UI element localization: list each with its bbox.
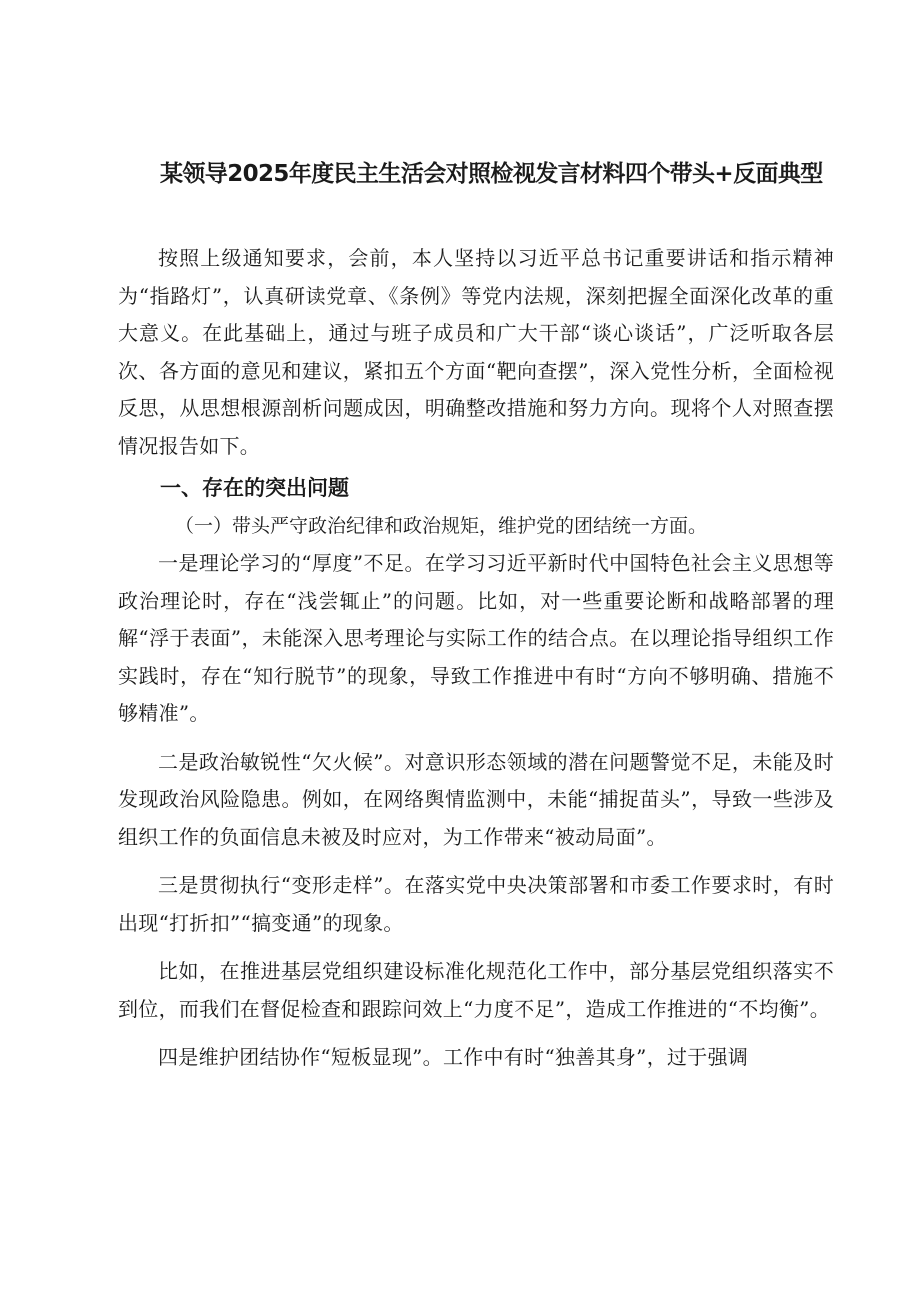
paragraph-3: 三是贯彻执行“变形走样”。在落实党中央决策部署和市委工作要求时，有时出现“打折扣”“搞变通”的现象。 bbox=[118, 873, 834, 935]
subsection-heading: （一）带头严守政治纪律和政治规矩，维护党的团结统一方面。 bbox=[175, 515, 708, 537]
section-heading: 一、存在的突出问题 bbox=[160, 476, 349, 500]
document-title: 某领导2025年度民主生活会对照检视发言材料四个带头+反面典型 bbox=[160, 161, 823, 187]
paragraph-2: 二是政治敏锐性“欠火候”。对意识形态领域的潜在问题警觉不足，未能及时发现政治风险隐患。例如，在网络舆情监测中，未能“捕捉苗头”，导致一些涉及组织工作的负面信息未被及时应对，为工作带来“被动局面”。 bbox=[118, 749, 834, 849]
paragraph-4: 比如，在推进基层党组织建设标准化规范化工作中，部分基层党组织落实不到位，而我们在督促检查和跟踪问效上“力度不足”，造成工作推进的“不均衡”。 bbox=[118, 959, 834, 1021]
document-body bbox=[118, 240, 834, 1077]
paragraph-5: 四是维护团结协作“短板显现”。工作中有时“独善其身”，过于强调 bbox=[158, 1045, 749, 1069]
paragraph-1: 一是理论学习的“厚度”不足。在学习习近平新时代中国特色社会主义思想等政治理论时，存在“浅尝辄止”的问题。比如，对一些重要论断和战略部署的理解“浮于表面”，未能深入思考理论与实际工作的结合点。在以理论指导组织工作实践时，存在“知行脱节”的现象，导致工作推进中有时“方向不够明确、措施不够精准”。 bbox=[118, 551, 834, 725]
intro-paragraph: 按照上级通知要求，会前，本人坚持以习近平总书记重要讲话和指示精神为“指路灯”，认真研读党章、《条例》等党内法规，深刻把握全面深化改革的重大意义。在此基础上，通过与班子成员和广大干部“谈心谈话”，广泛听取各层次、各方面的意见和建议，紧扣五个方面“靶向查摆”，深入党性分析，全面检视反思，从思想根源剖析问题成因，明确整改措施和努力方向。现将个人对照查摆情况报告如下。 bbox=[118, 246, 834, 458]
